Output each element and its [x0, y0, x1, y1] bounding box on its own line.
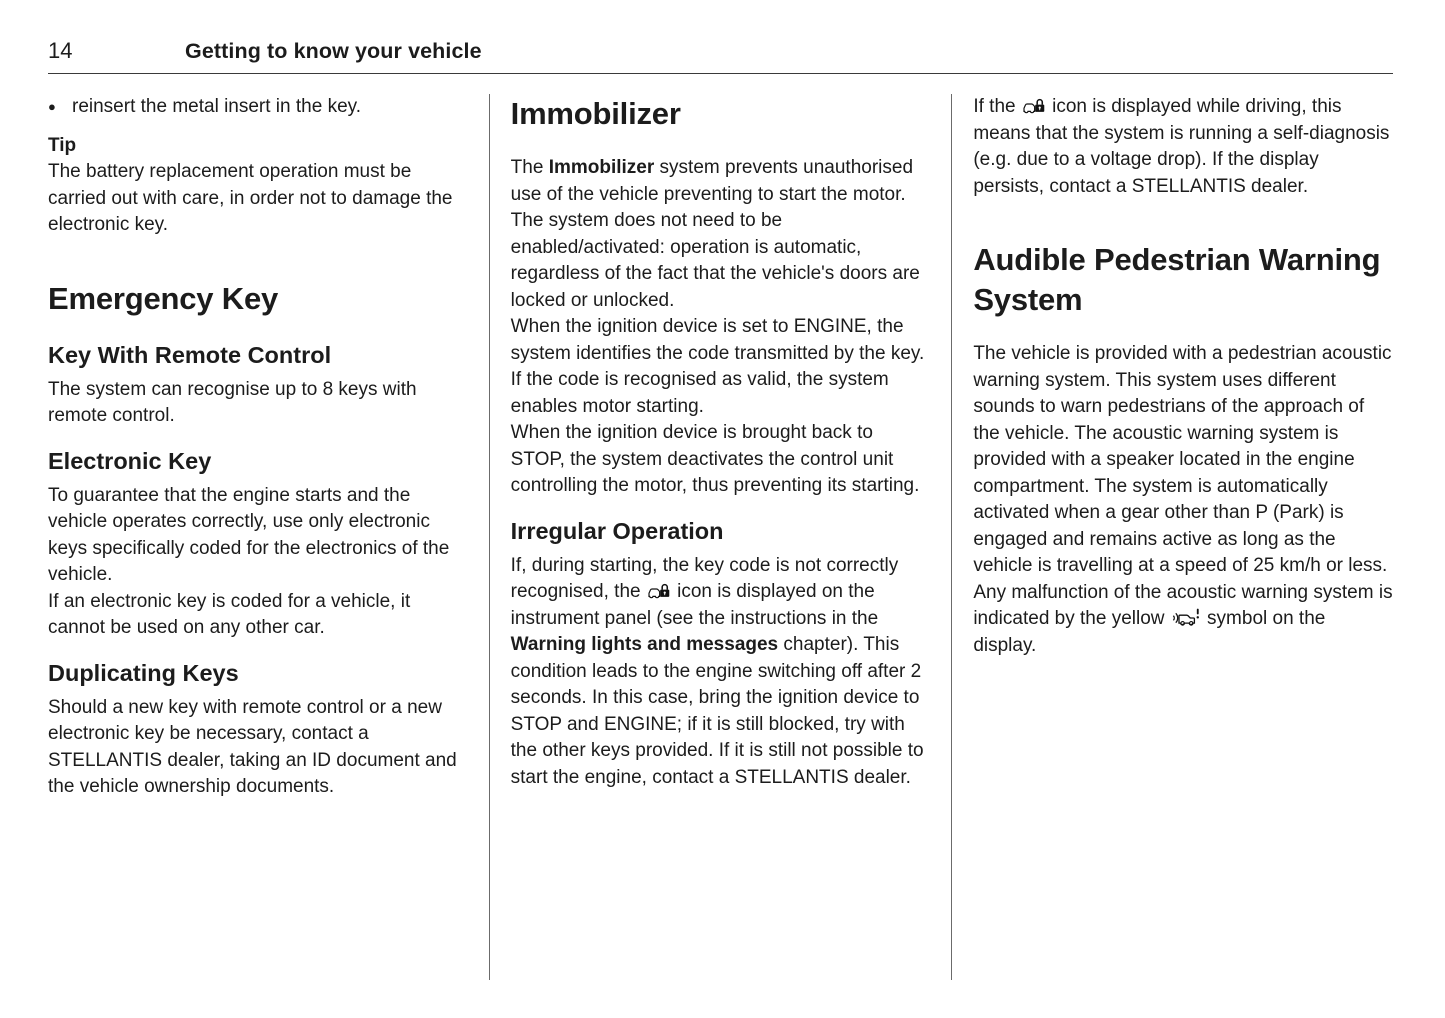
- immobilizer-paragraph-1: [511, 155, 931, 208]
- content-columns: [48, 94, 1393, 980]
- column-right: [973, 94, 1393, 659]
- self-diagnosis-paragraph: [973, 94, 1393, 200]
- column-left: [48, 94, 468, 801]
- immobilizer-paragraph-4: When the ignition device is brought back to STOP, the system deactivates the control unit controlling the motor, thus preventing its starting.: [510, 422, 920, 496]
- immobilizer-paragraph-2: The system does not need to be enabled/activated: operation is automatic, regardless of the fact that the vehicle's doors are locked or unlocked.: [510, 210, 920, 311]
- header-rule: [48, 73, 1393, 74]
- text-run: chapter). This condition leads to the engine switching off after 2 seconds. In this case, bring the ignition device to STOP and ENGINE; if it is still blocked, try with the other keys provided. If it is still not possible to start the engine, contact a STELLANTIS dealer.: [510, 634, 924, 788]
- key-with-remote-body: The system can recognise up to 8 keys with remote control.: [48, 378, 417, 426]
- pedestrian-warning-paragraph: [973, 341, 1393, 659]
- heading-emergency-key: Emergency Key: [48, 280, 279, 316]
- immobilizer-warning-icon: [1023, 96, 1045, 116]
- column-divider-right: [951, 94, 952, 980]
- duplicating-keys-body: Should a new key with remote control or a new electronic key be necessary, contact a STELLANTIS dealer, taking an ID document and the vehicle ownership documents.: [48, 696, 457, 797]
- electronic-key-body-2: If an electronic key is coded for a vehicle, it cannot be used on any other car.: [48, 590, 411, 638]
- bold-term-immobilizer: Immobilizer: [548, 157, 655, 178]
- text-run: The vehicle is provided with a pedestrian acoustic warning system. This system uses different sounds to warn pedestrians of the approach of the vehicle. The acoustic warning system is provided with a speaker located in the engine compartment. The system is automatically activated when a gear other than P (Park) is engaged and remains active as long as the vehicle is travelling at a speed of 25 km/h or less. Any malfunction of the acoustic warning system is indicated by the yellow: [973, 343, 1393, 629]
- immobilizer-warning-icon: [648, 581, 670, 601]
- heading-duplicating-keys: Duplicating Keys: [48, 659, 239, 686]
- column-middle: [511, 94, 931, 791]
- tip-body: The battery replacement operation must be carried out with care, in order not to damage the electronic key.: [48, 161, 453, 235]
- immobilizer-paragraph-3: When the ignition device is set to ENGINE, the system identifies the code transmitted by the key. If the code is recognised as valid, the system enables motor starting.: [510, 316, 925, 417]
- bold-term-warning-lights: Warning lights and messages: [510, 634, 779, 655]
- text-run: If the: [973, 96, 1021, 117]
- vehicle-acoustic-warning-icon: [1172, 607, 1200, 628]
- text-run: symbol on the display.: [973, 608, 1326, 656]
- text-run: If, during starting, the key code is not correctly recognised, the: [510, 554, 899, 602]
- text-run: system prevents unauthorised use of the vehicle preventing to start the motor.: [510, 157, 914, 205]
- bullet-text: reinsert the metal insert in the key.: [72, 96, 361, 117]
- text-run: The: [510, 157, 549, 178]
- heading-key-with-remote-control: Key With Remote Control: [48, 341, 332, 368]
- heading-electronic-key: Electronic Key: [48, 447, 212, 474]
- irregular-operation-paragraph: [511, 553, 931, 792]
- electronic-key-body-1: To guarantee that the engine starts and the vehicle operates correctly, use only electronic keys specifically coded for the electronics of the vehicle.: [48, 484, 450, 585]
- bullet-item: [48, 94, 468, 121]
- tip-label: Tip: [48, 134, 77, 156]
- page-number: 14: [48, 38, 73, 63]
- column-divider-left: [489, 94, 490, 980]
- text-run: icon is displayed on the instrument panel (see the instructions in the: [510, 581, 879, 629]
- heading-irregular-operation: Irregular Operation: [510, 517, 724, 544]
- text-run: icon is displayed while driving, this means that the system is running a self-diagnosis (e.g. due to a voltage drop). If the display persists, contact a STELLANTIS dealer.: [973, 96, 1390, 197]
- page-header: [48, 38, 1393, 64]
- heading-audible-pedestrian-warning-system: Audible Pedestrian Warning System: [973, 242, 1381, 317]
- bullet-marker: ●: [48, 99, 56, 114]
- chapter-title: Getting to know your vehicle: [185, 39, 482, 63]
- heading-immobilizer: Immobilizer: [510, 96, 681, 131]
